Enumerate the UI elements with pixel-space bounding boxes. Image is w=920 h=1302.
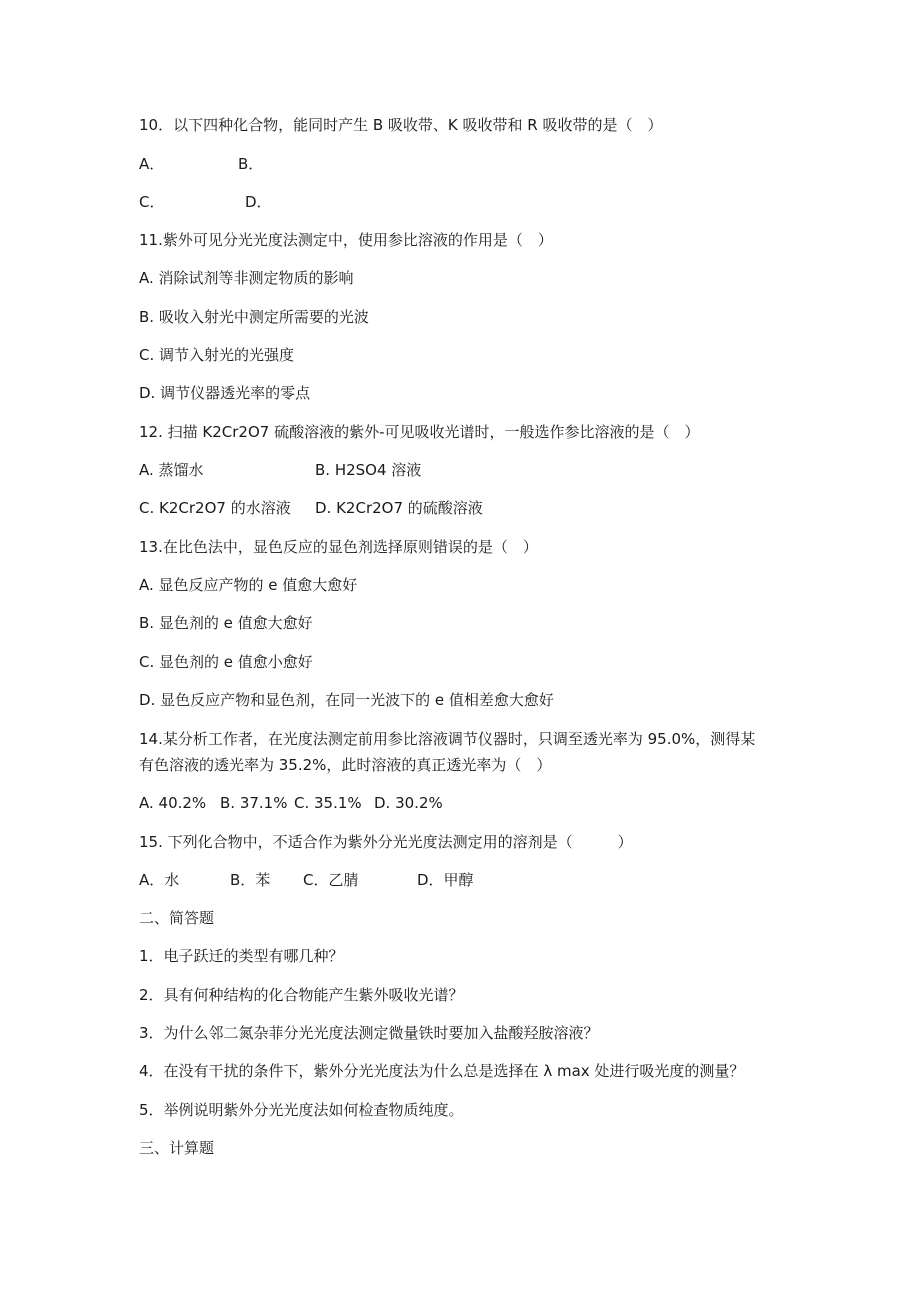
q14-stem-line2: 有色溶液的透光率为 35.2%，此时溶液的真正透光率为（ ） (139, 756, 552, 774)
q15-option-d: D．甲醇 (417, 871, 474, 889)
q11-option-a: A. 消除试剂等非测定物质的影响 (139, 269, 354, 287)
section2-item-2: 2．具有何种结构的化合物能产生紫外吸收光谱？ (139, 986, 464, 1004)
q14-option-b: B. 37.1% (220, 794, 288, 812)
q11-option-c: C. 调节入射光的光强度 (139, 346, 295, 364)
q12-option-b: B. H2SO4 溶液 (315, 461, 422, 479)
q12-option-a: A. 蒸馏水 (139, 461, 204, 479)
q11-stem: 11.紫外可见分光光度法测定中，使用参比溶液的作用是（ ） (139, 231, 553, 249)
q12-stem: 12. 扫描 K2Cr2O7 硫酸溶液的紫外-可见吸收光谱时，一般选作参比溶液的是（ ） (139, 423, 700, 441)
q11-option-d: D. 调节仪器透光率的零点 (139, 384, 311, 402)
q15-stem: 15. 下列化合物中，不适合作为紫外分光光度法测定用的溶剂是（ ） (139, 833, 633, 851)
q10-option-c: C． (139, 193, 165, 211)
q13-stem: 13.在比色法中，显色反应的显色剂选择原则错误的是（ ） (139, 538, 538, 556)
section2-heading: 二、简答题 (139, 909, 215, 927)
q14-option-d: D. 30.2% (374, 794, 443, 812)
q10-option-b: B． (238, 155, 264, 173)
section2-item-3: 3．为什么邻二氮杂菲分光光度法测定微量铁时要加入盐酸羟胺溶液？ (139, 1024, 599, 1042)
q15-option-a: A．水 (139, 871, 180, 889)
q13-option-d: D. 显色反应产物和显色剂，在同一光波下的 e 值相差愈大愈好 (139, 691, 554, 709)
q13-option-b: B. 显色剂的 e 值愈大愈好 (139, 614, 313, 632)
section2-item-4: 4．在没有干扰的条件下，紫外分光光度法为什么总是选择在 λ max 处进行吸光度的测量？ (139, 1062, 745, 1080)
q10-stem: 10．以下四种化合物，能同时产生 B 吸收带、K 吸收带和 R 吸收带的是（ ） (139, 116, 663, 134)
q14-option-c: C. 35.1% (294, 794, 362, 812)
section3-heading: 三、计算题 (139, 1139, 215, 1157)
section2-item-1: 1．电子跃迁的类型有哪几种？ (139, 947, 344, 965)
section2-item-5: 5．举例说明紫外分光光度法如何检查物质纯度。 (139, 1101, 464, 1119)
q12-option-c: C. K2Cr2O7 的水溶液 (139, 499, 291, 517)
q13-option-c: C. 显色剂的 e 值愈小愈好 (139, 653, 313, 671)
q15-option-c: C．乙腈 (303, 871, 359, 889)
q11-option-b: B. 吸收入射光中测定所需要的光波 (139, 308, 369, 326)
q12-option-d: D. K2Cr2O7 的硫酸溶液 (315, 499, 483, 517)
q10-option-a: A． (139, 155, 165, 173)
q14-option-a: A. 40.2% (139, 794, 207, 812)
q10-option-d: D． (245, 193, 272, 211)
q13-option-a: A. 显色反应产物的 e 值愈大愈好 (139, 576, 358, 594)
q15-option-b: B．苯 (230, 871, 271, 889)
q14-stem-line1: 14.某分析工作者，在光度法测定前用参比溶液调节仪器时，只调至透光率为 95.0%，测得某 (139, 730, 756, 748)
